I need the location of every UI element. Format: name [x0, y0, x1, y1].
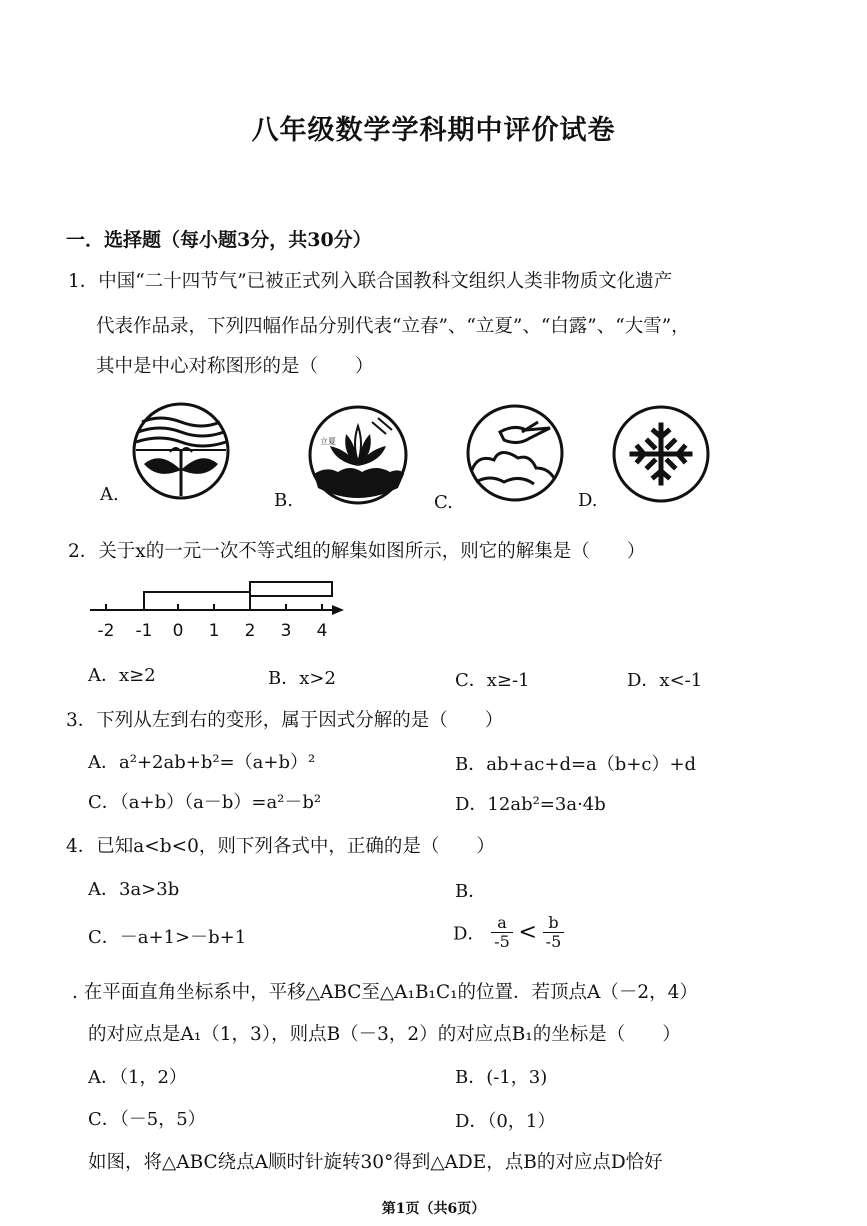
- q1-option-a: A.: [100, 484, 119, 505]
- q2-option-b: B．x>2: [268, 668, 336, 689]
- tick-label: -1: [135, 621, 153, 641]
- fraction-b-over-neg5: [543, 914, 565, 951]
- q6-line1: 如图，将△ABC绕点A顺时针旋转30°得到△ADE，点B的对应点D恰好: [88, 1152, 663, 1173]
- page-footer: 第1页（共6页）: [381, 1201, 486, 1217]
- q4-option-a: A．3a>3b: [88, 879, 180, 900]
- q4-option-d: [453, 914, 564, 951]
- fraction-denominator: -5: [545, 932, 562, 951]
- q3-option-d: D．12ab²=3a·4b: [455, 794, 606, 815]
- q1-line1: 1．中国“二十四节气”已被正式列入联合国教科文组织人类非物质文化遗产: [68, 271, 673, 292]
- q1-option-b: B.: [274, 490, 293, 511]
- spring-figure-a: [130, 400, 232, 502]
- q2-option-d: D．x<-1: [627, 670, 703, 691]
- fraction-numerator: a: [491, 914, 513, 933]
- q5-line2: 的对应点是A₁（1，3），则点B（－3，2）的对应点B₁的坐标是（ ）: [88, 1024, 681, 1045]
- q3-option-b: B．ab+ac+d=a（b+c）+d: [455, 754, 697, 775]
- q3-option-c: C．（a+b）（a－b）=a²－b²: [88, 792, 322, 813]
- q4-option-d-label: D．: [453, 923, 486, 945]
- q5-option-b: B．(-1，3): [455, 1067, 548, 1088]
- tick-label: -2: [97, 621, 115, 641]
- tick-label: 1: [208, 621, 220, 641]
- q4-option-c: C．－a+1>－b+1: [88, 927, 247, 948]
- q1-option-c: C.: [434, 492, 453, 513]
- svg-text:立夏: 立夏: [320, 437, 336, 446]
- q1-option-d: D.: [578, 490, 598, 511]
- white-dew-figure-c: [464, 402, 566, 504]
- q1-line3: 其中是中心对称图形的是（ ）: [96, 356, 374, 377]
- q4-option-b: B．: [455, 881, 487, 902]
- q5-option-a: A．（1，2）: [88, 1067, 187, 1088]
- q3-option-a: A．a²+2ab+b²=（a+b）²: [88, 752, 316, 773]
- tick-label: 0: [172, 621, 184, 641]
- q2-option-a: A．x≥2: [88, 665, 156, 686]
- q2-option-c: C．x≥-1: [455, 670, 530, 691]
- fraction-a-over-neg5: [491, 914, 513, 951]
- summer-figure-b: [306, 404, 410, 506]
- tick-label: 2: [244, 621, 256, 641]
- tick-label: 4: [316, 621, 328, 641]
- q4-stem: 4．已知a<b<0，则下列各式中，正确的是（ ）: [66, 836, 495, 857]
- fraction-denominator: -5: [494, 932, 510, 951]
- q2-stem: 2．关于x的一元一次不等式组的解集如图所示，则它的解集是（ ）: [68, 541, 646, 562]
- fraction-numerator: b: [543, 914, 565, 933]
- page-title: 八年级数学学科期中评价试卷: [251, 115, 616, 146]
- section-heading: 一．选择题（每小题3分，共30分）: [66, 229, 372, 251]
- q1-line2: 代表作品录，下列四幅作品分别代表“立春”、“立夏”、“白露”、“大雪”，: [96, 316, 690, 337]
- q5-option-c: C．（－5，5）: [88, 1109, 206, 1130]
- number-line: [88, 576, 350, 644]
- tick-label: 3: [280, 621, 292, 641]
- q5-option-d: D．（0，1）: [455, 1111, 556, 1132]
- q5-line1: . 在平面直角坐标系中，平移△ABC至△A₁B₁C₁的位置．若顶点A（－2，4）: [72, 982, 698, 1003]
- q3-stem: 3．下列从左到右的变形，属于因式分解的是（ ）: [66, 710, 504, 731]
- snowflake-figure-d: [610, 403, 712, 505]
- less-than-sign: <: [518, 920, 537, 945]
